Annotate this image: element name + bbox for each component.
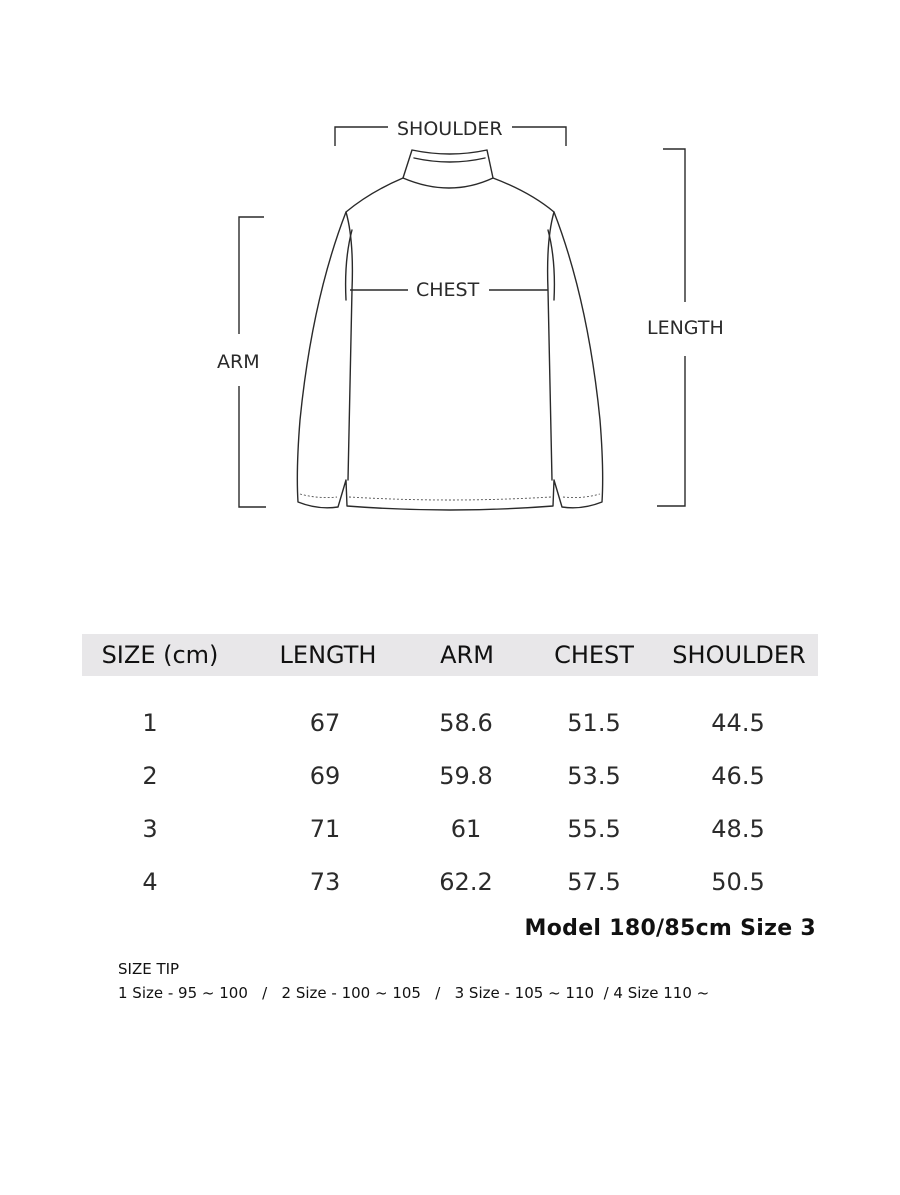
header-chest: CHEST bbox=[554, 641, 634, 669]
hem-stitch bbox=[349, 497, 551, 500]
cell-length: 67 bbox=[309, 709, 341, 737]
header-shoulder: SHOULDER bbox=[672, 641, 806, 669]
cell-arm: 59.8 bbox=[439, 762, 493, 790]
cell-chest: 53.5 bbox=[567, 762, 621, 790]
cell-shoulder: 44.5 bbox=[711, 709, 765, 737]
header-length: LENGTH bbox=[279, 641, 377, 669]
table-row bbox=[82, 804, 818, 857]
header-size: SIZE (cm) bbox=[101, 641, 219, 669]
cell-size: 4 bbox=[142, 868, 158, 896]
arm-label: ARM bbox=[217, 351, 260, 373]
shoulder-label: SHOULDER bbox=[397, 118, 503, 140]
table-row bbox=[82, 751, 818, 804]
cell-length: 69 bbox=[309, 762, 341, 790]
table-row bbox=[82, 698, 818, 751]
cell-arm: 58.6 bbox=[439, 709, 493, 737]
cell-arm: 61 bbox=[450, 815, 482, 843]
cell-length: 71 bbox=[309, 815, 341, 843]
length-label: LENGTH bbox=[647, 317, 724, 339]
shoulder-measure-left bbox=[335, 127, 388, 146]
sweater-outline bbox=[297, 178, 602, 510]
size-tip-title: SIZE TIP bbox=[118, 960, 180, 978]
left-cuff-stitch bbox=[300, 494, 337, 498]
header-arm: ARM bbox=[440, 641, 494, 669]
arm-measure-bottom bbox=[239, 386, 266, 507]
length-measure-bottom bbox=[657, 356, 685, 506]
size-tip-text: 1 Size - 95 ~ 100 / 2 Size - 100 ~ 105 / 3 Size - 105 ~ 110 / 4 Size 110 ~ bbox=[118, 984, 710, 1002]
cell-chest: 55.5 bbox=[567, 815, 621, 843]
cell-chest: 57.5 bbox=[567, 868, 621, 896]
cell-size: 1 bbox=[142, 709, 158, 737]
table-row bbox=[82, 857, 818, 910]
right-cuff-stitch bbox=[563, 494, 600, 498]
cell-length: 73 bbox=[309, 868, 341, 896]
cell-size: 2 bbox=[142, 762, 158, 790]
cell-shoulder: 48.5 bbox=[711, 815, 765, 843]
cell-chest: 51.5 bbox=[567, 709, 621, 737]
cell-size: 3 bbox=[142, 815, 158, 843]
cell-shoulder: 46.5 bbox=[711, 762, 765, 790]
size-table bbox=[82, 634, 818, 896]
arm-measure-top bbox=[239, 217, 264, 334]
model-info: Model 180/85cm Size 3 bbox=[524, 916, 816, 941]
garment-diagram bbox=[0, 0, 900, 560]
cell-shoulder: 50.5 bbox=[711, 868, 765, 896]
table-header-row bbox=[82, 634, 818, 676]
shoulder-measure-right bbox=[512, 127, 566, 146]
chest-label: CHEST bbox=[416, 279, 480, 301]
length-measure-top bbox=[663, 149, 685, 302]
collar-inner bbox=[414, 158, 485, 162]
cell-arm: 62.2 bbox=[439, 868, 493, 896]
collar-outline bbox=[403, 150, 493, 188]
